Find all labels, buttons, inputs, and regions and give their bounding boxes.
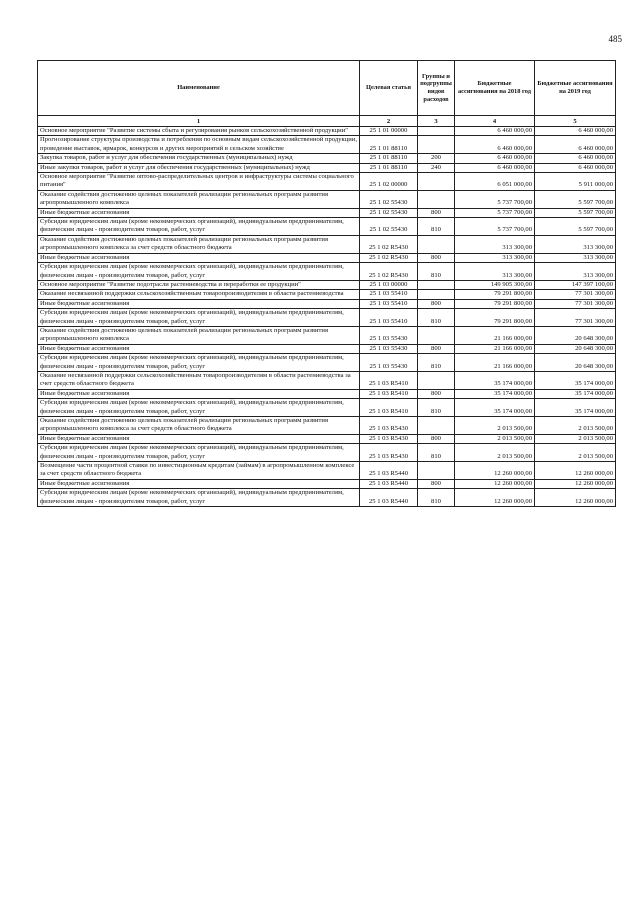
- header-2018: Бюджетные ассигнования на 2018 год: [455, 61, 535, 116]
- row-amount-2018: 6 051 000,00: [455, 173, 535, 191]
- row-target-code: 25 1 03 55430: [360, 354, 418, 372]
- row-amount-2018: 12 260 000,00: [455, 462, 535, 480]
- row-amount-2019: 6 460 000,00: [535, 163, 616, 172]
- row-amount-2018: 313 300,00: [455, 253, 535, 262]
- row-name: Субсидии юридическим лицам (кроме некоммерческих организаций), индивидуальным предпринимателям, физическим лицам - производителям товаров, работ, услуг: [38, 309, 360, 327]
- row-target-code: 25 1 03 R5440: [360, 479, 418, 488]
- row-amount-2018: 79 291 800,00: [455, 299, 535, 308]
- row-name: Иные бюджетные ассигнования: [38, 299, 360, 308]
- row-expense-group: [418, 190, 455, 208]
- row-expense-group: [418, 326, 455, 344]
- row-name: Субсидии юридическим лицам (кроме некоммерческих организаций), индивидуальным предпринимателям, физическим лицам - производителям товаров, работ, услуг: [38, 218, 360, 236]
- row-target-code: 25 1 02 55430: [360, 218, 418, 236]
- row-amount-2019: 6 460 000,00: [535, 127, 616, 136]
- row-amount-2019: 77 301 300,00: [535, 290, 616, 299]
- table-row: [38, 417, 616, 435]
- row-expense-group: 800: [418, 344, 455, 353]
- row-amount-2018: 21 166 000,00: [455, 354, 535, 372]
- row-expense-group: [418, 235, 455, 253]
- row-target-code: 25 1 03 00000: [360, 280, 418, 289]
- row-amount-2019: 20 648 300,00: [535, 326, 616, 344]
- row-amount-2018: 12 260 000,00: [455, 489, 535, 507]
- row-target-code: 25 1 01 88110: [360, 136, 418, 154]
- row-target-code: 25 1 02 55430: [360, 190, 418, 208]
- row-amount-2018: 6 460 000,00: [455, 163, 535, 172]
- table-row: [38, 389, 616, 398]
- row-name: Субсидии юридическим лицам (кроме некоммерческих организаций), индивидуальным предпринимателям, физическим лицам - производителям товаров, работ, услуг: [38, 263, 360, 281]
- table-row: [38, 290, 616, 299]
- row-target-code: 25 1 02 00000: [360, 173, 418, 191]
- row-expense-group: 810: [418, 489, 455, 507]
- row-target-code: 25 1 01 88110: [360, 154, 418, 163]
- row-amount-2018: 6 460 000,00: [455, 154, 535, 163]
- table-row: [38, 163, 616, 172]
- row-name: Оказание содействия достижению целевых показателей реализации региональных программ развития агропромышленного комплекса: [38, 190, 360, 208]
- row-target-code: 25 1 03 R5440: [360, 462, 418, 480]
- table-row: [38, 309, 616, 327]
- row-expense-group: [418, 462, 455, 480]
- table-row: [38, 462, 616, 480]
- table-row: [38, 208, 616, 217]
- row-name: Прогнозирование структуры производства и потребления по основным видам сельскохозяйственной продукции, проведение выставок, ярмарок, конкурсов и других мероприятий в сельском хозяйстве: [38, 136, 360, 154]
- row-expense-group: 800: [418, 299, 455, 308]
- header-name: Наименование: [38, 61, 360, 116]
- table-row: [38, 263, 616, 281]
- row-name: Закупка товаров, работ и услуг для обеспечения государственных (муниципальных) нужд: [38, 154, 360, 163]
- row-amount-2019: 35 174 000,00: [535, 389, 616, 398]
- row-target-code: 25 1 02 55430: [360, 208, 418, 217]
- row-name: Иные закупки товаров, работ и услуг для обеспечения государственных (муниципальных) нужд: [38, 163, 360, 172]
- row-target-code: 25 1 03 R5440: [360, 489, 418, 507]
- col-number: 4: [455, 116, 535, 127]
- row-amount-2019: 2 013 500,00: [535, 434, 616, 443]
- row-name: Основное мероприятие "Развитие подотрасли растениеводства и переработки ее продукции": [38, 280, 360, 289]
- row-target-code: 25 1 02 R5430: [360, 253, 418, 262]
- row-expense-group: 810: [418, 218, 455, 236]
- row-name: Субсидии юридическим лицам (кроме некоммерческих организаций), индивидуальным предпринимателям, физическим лицам - производителям товаров, работ, услуг: [38, 489, 360, 507]
- table-row: [38, 154, 616, 163]
- row-amount-2019: 2 013 500,00: [535, 417, 616, 435]
- row-amount-2019: 5 597 700,00: [535, 208, 616, 217]
- row-amount-2018: 79 291 800,00: [455, 290, 535, 299]
- row-amount-2018: 2 013 500,00: [455, 444, 535, 462]
- row-expense-group: 200: [418, 154, 455, 163]
- row-name: Субсидии юридическим лицам (кроме некоммерческих организаций), индивидуальным предпринимателям, физическим лицам - производителям товаров, работ, услуг: [38, 444, 360, 462]
- row-target-code: 25 1 03 R5410: [360, 389, 418, 398]
- row-name: Иные бюджетные ассигнования: [38, 479, 360, 488]
- table-row: [38, 354, 616, 372]
- row-name: Оказание содействия достижению целевых показателей реализации региональных программ развития агропромышленного комплекса: [38, 326, 360, 344]
- row-amount-2019: 5 911 000,00: [535, 173, 616, 191]
- header-2019: Бюджетные ассигнования на 2019 год: [535, 61, 616, 116]
- row-amount-2019: 35 174 000,00: [535, 371, 616, 389]
- row-target-code: 25 1 03 55430: [360, 326, 418, 344]
- row-amount-2018: 149 905 300,00: [455, 280, 535, 289]
- row-amount-2018: 6 460 000,00: [455, 136, 535, 154]
- row-amount-2019: 6 460 000,00: [535, 154, 616, 163]
- row-target-code: 25 1 01 88110: [360, 163, 418, 172]
- row-expense-group: 810: [418, 263, 455, 281]
- row-amount-2018: 6 460 000,00: [455, 127, 535, 136]
- row-name: Оказание несвязанной поддержки сельскохозяйственным товаропроизводителям в области растениеводства: [38, 290, 360, 299]
- row-name: Субсидии юридическим лицам (кроме некоммерческих организаций), индивидуальным предпринимателям, физическим лицам - производителям товаров, работ, услуг: [38, 354, 360, 372]
- row-amount-2019: 147 397 100,00: [535, 280, 616, 289]
- table-row: [38, 235, 616, 253]
- row-expense-group: [418, 173, 455, 191]
- table-row: [38, 190, 616, 208]
- table-row: [38, 280, 616, 289]
- row-amount-2018: 79 291 800,00: [455, 309, 535, 327]
- row-name: Иные бюджетные ассигнования: [38, 253, 360, 262]
- row-target-code: 25 1 03 R5430: [360, 417, 418, 435]
- row-expense-group: 800: [418, 389, 455, 398]
- row-target-code: 25 1 03 55410: [360, 309, 418, 327]
- row-amount-2019: 313 300,00: [535, 253, 616, 262]
- row-expense-group: 800: [418, 208, 455, 217]
- row-name: Иные бюджетные ассигнования: [38, 434, 360, 443]
- row-amount-2019: 5 597 700,00: [535, 190, 616, 208]
- row-amount-2019: 20 648 300,00: [535, 354, 616, 372]
- row-target-code: 25 1 03 R5430: [360, 434, 418, 443]
- row-name: Иные бюджетные ассигнования: [38, 389, 360, 398]
- table-row: [38, 434, 616, 443]
- row-amount-2018: 12 260 000,00: [455, 479, 535, 488]
- table-row: [38, 326, 616, 344]
- table-row: [38, 344, 616, 353]
- row-expense-group: [418, 127, 455, 136]
- row-amount-2019: 313 300,00: [535, 235, 616, 253]
- row-amount-2019: 313 300,00: [535, 263, 616, 281]
- row-target-code: 25 1 02 R5430: [360, 235, 418, 253]
- row-expense-group: 810: [418, 444, 455, 462]
- budget-table: [37, 60, 616, 507]
- header-target: Целевая статья: [360, 61, 418, 116]
- row-amount-2019: 20 648 300,00: [535, 344, 616, 353]
- row-amount-2018: 35 174 000,00: [455, 371, 535, 389]
- row-amount-2019: 5 597 700,00: [535, 218, 616, 236]
- row-expense-group: [418, 417, 455, 435]
- table-row: [38, 371, 616, 389]
- row-name: Возмещение части процентной ставки по инвестиционным кредитам (займам) в агропромышленном комплексе за счет средств областного бюджета: [38, 462, 360, 480]
- column-number-row: [38, 116, 616, 127]
- row-amount-2018: 2 013 500,00: [455, 417, 535, 435]
- col-number: 5: [535, 116, 616, 127]
- header-group: Группы и подгруппы видов расходов: [418, 61, 455, 116]
- row-amount-2018: 313 300,00: [455, 263, 535, 281]
- table-header-row: [38, 61, 616, 116]
- row-name: Субсидии юридическим лицам (кроме некоммерческих организаций), индивидуальным предпринимателям, физическим лицам - производителям товаров, работ, услуг: [38, 399, 360, 417]
- row-expense-group: [418, 136, 455, 154]
- row-amount-2019: 2 013 500,00: [535, 444, 616, 462]
- row-name: Оказание несвязанной поддержки сельскохозяйственным товаропроизводителям в области растениеводства за счет средств областного бюджета: [38, 371, 360, 389]
- row-amount-2019: 35 174 000,00: [535, 399, 616, 417]
- row-amount-2018: 5 737 700,00: [455, 190, 535, 208]
- row-target-code: 25 1 01 00000: [360, 127, 418, 136]
- row-expense-group: 800: [418, 479, 455, 488]
- table-row: [38, 218, 616, 236]
- row-expense-group: [418, 290, 455, 299]
- row-amount-2019: 12 260 000,00: [535, 479, 616, 488]
- row-name: Оказание содействия достижению целевых показателей реализации региональных программ развития агропромышленного комплекса за счет средств областного бюджета: [38, 417, 360, 435]
- col-number: 2: [360, 116, 418, 127]
- row-target-code: 25 1 03 55410: [360, 299, 418, 308]
- row-amount-2018: 35 174 000,00: [455, 389, 535, 398]
- row-target-code: 25 1 02 R5430: [360, 263, 418, 281]
- table-row: [38, 136, 616, 154]
- table-row: [38, 489, 616, 507]
- row-expense-group: 810: [418, 354, 455, 372]
- table-row: [38, 173, 616, 191]
- table-row: [38, 299, 616, 308]
- row-expense-group: 810: [418, 309, 455, 327]
- table-row: [38, 444, 616, 462]
- row-expense-group: 800: [418, 434, 455, 443]
- row-name: Оказание содействия достижению целевых показателей реализации региональных программ развития агропромышленного комплекса за счет средств областного бюджета: [38, 235, 360, 253]
- table-row: [38, 127, 616, 136]
- row-amount-2019: 77 301 300,00: [535, 309, 616, 327]
- row-amount-2019: 12 260 000,00: [535, 489, 616, 507]
- row-target-code: 25 1 03 R5430: [360, 444, 418, 462]
- row-amount-2019: 12 260 000,00: [535, 462, 616, 480]
- page-number: 485: [608, 34, 622, 44]
- table-row: [38, 479, 616, 488]
- row-amount-2018: 21 166 000,00: [455, 326, 535, 344]
- row-amount-2018: 5 737 700,00: [455, 218, 535, 236]
- row-amount-2019: 6 460 000,00: [535, 136, 616, 154]
- row-amount-2018: 35 174 000,00: [455, 399, 535, 417]
- col-number: 3: [418, 116, 455, 127]
- row-target-code: 25 1 03 R5410: [360, 399, 418, 417]
- row-expense-group: 240: [418, 163, 455, 172]
- row-expense-group: 810: [418, 399, 455, 417]
- row-amount-2019: 77 301 300,00: [535, 299, 616, 308]
- row-name: Иные бюджетные ассигнования: [38, 208, 360, 217]
- row-amount-2018: 313 300,00: [455, 235, 535, 253]
- row-name: Основное мероприятие "Развитие оптово-распределительных центров и инфраструктуры системы социального питания": [38, 173, 360, 191]
- row-target-code: 25 1 03 55410: [360, 290, 418, 299]
- row-name: Основное мероприятие "Развитие системы сбыта и регулирования рынков сельскохозяйственной продукции": [38, 127, 360, 136]
- row-amount-2018: 2 013 500,00: [455, 434, 535, 443]
- row-expense-group: 800: [418, 253, 455, 262]
- row-name: Иные бюджетные ассигнования: [38, 344, 360, 353]
- table-row: [38, 253, 616, 262]
- col-number: 1: [38, 116, 360, 127]
- row-target-code: 25 1 03 R5410: [360, 371, 418, 389]
- row-target-code: 25 1 03 55430: [360, 344, 418, 353]
- table-body: [38, 127, 616, 507]
- row-amount-2018: 5 737 700,00: [455, 208, 535, 217]
- table-row: [38, 399, 616, 417]
- row-amount-2018: 21 166 000,00: [455, 344, 535, 353]
- row-expense-group: [418, 371, 455, 389]
- row-expense-group: [418, 280, 455, 289]
